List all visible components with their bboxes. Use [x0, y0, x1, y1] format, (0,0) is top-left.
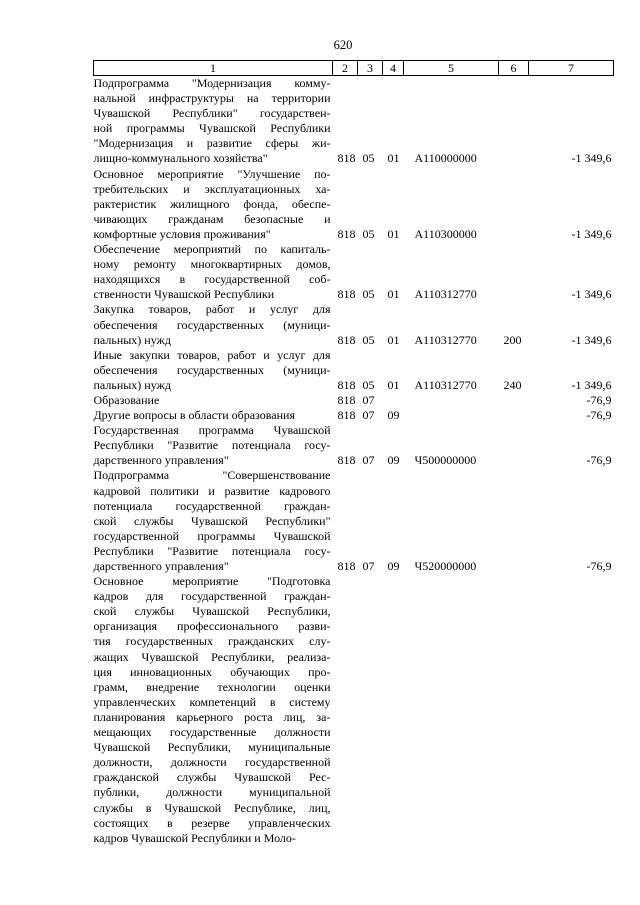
cell-name: [94, 348, 333, 393]
name-line: обеспечения государственных (муници-: [93, 317, 331, 332]
column-header-name: 1: [94, 61, 333, 76]
cell-rz: 07: [362, 453, 375, 468]
cell-amount: -76,9: [586, 559, 612, 573]
cell-gr: 818: [337, 453, 356, 468]
name-line: дарственного управления": [93, 453, 229, 468]
cell-vr: [499, 76, 529, 167]
cell-amount: -1 349,6: [571, 377, 612, 392]
header-row: [94, 61, 614, 76]
cell-pr: [383, 574, 404, 846]
name-line: комфортные условия проживания": [93, 226, 271, 241]
cell-rz: 05: [362, 226, 375, 241]
cell-csr: А110312770: [414, 377, 477, 392]
cell-vr: [499, 408, 529, 423]
cell-gr: 818: [337, 392, 356, 407]
cell-vr: [499, 468, 529, 574]
name-line: находящихся в государственной соб-: [93, 272, 331, 287]
column-header-gr: 2: [333, 61, 358, 76]
cell-csr: А110312770: [414, 332, 477, 347]
cell-pr: 09: [387, 559, 400, 573]
name-line: Обеспечение мероприятий по капиталь-: [93, 242, 331, 257]
table-row: [94, 167, 614, 242]
name-line: планирования карьерного роста лиц, за-: [93, 709, 331, 724]
cell-csr: Ч500000000: [414, 453, 477, 468]
cell-name: [94, 423, 333, 468]
cell-rz: 07: [362, 408, 375, 423]
cell-rz: 07: [362, 392, 375, 407]
name-line: Иные закупки товаров, работ и услуг для: [93, 347, 331, 362]
name-line: потенциала государственной граждан-: [93, 498, 331, 513]
cell-name: [94, 76, 333, 167]
cell-csr: Ч520000000: [414, 559, 477, 573]
name-line: рактеристик жилищного фонда, обеспе-: [93, 196, 331, 211]
cell-rz: 05: [362, 377, 375, 392]
cell-rz: 07: [362, 559, 375, 573]
cell-vr: [499, 167, 529, 242]
cell-pr: 01: [387, 377, 400, 392]
cell-name: [94, 302, 333, 347]
cell-name: [94, 242, 333, 302]
name-line: мещающих государственные должности: [93, 725, 331, 740]
name-line: Республики "Развитие потенциала госу-: [93, 438, 331, 453]
budget-table: [93, 60, 614, 846]
cell-amount: -1 349,6: [571, 151, 612, 166]
cell-vr: [499, 423, 529, 468]
cell-amount: -1 349,6: [571, 226, 612, 241]
cell-csr: А110312770: [414, 287, 477, 302]
column-header-pr: 4: [383, 61, 404, 76]
column-header-vr: 6: [499, 61, 529, 76]
name-line: лищно-коммунального хозяйства": [93, 151, 268, 166]
name-line: пальных) нужд: [93, 332, 171, 347]
cell-amount: -76,9: [586, 392, 612, 407]
cell-pr: 01: [387, 226, 400, 241]
cell-pr: 01: [387, 287, 400, 302]
name-line: управленческих компетенций в систему: [93, 694, 331, 709]
name-line: ной программы Чувашской Республики: [93, 121, 331, 136]
name-line: кадровой политики и развитие кадрового: [93, 483, 331, 498]
name-line: Республики "Развитие потенциала госу-: [93, 543, 331, 558]
page-number: 620: [333, 38, 353, 52]
name-line: Чувашской Республики, муниципальные: [93, 740, 331, 755]
cell-vr: [499, 574, 529, 846]
cell-gr: 818: [337, 151, 356, 166]
name-line: гражданской службы Чувашской Рес-: [93, 770, 331, 785]
name-line: ному ремонту многоквартирных домов,: [93, 257, 331, 272]
cell-pr: 01: [387, 151, 400, 166]
name-line: Образование: [93, 392, 160, 407]
name-line: Закупка товаров, работ и услуг для: [93, 302, 331, 317]
name-line: тия государственных гражданских слу-: [93, 634, 331, 649]
cell-vr: 200: [503, 332, 522, 347]
cell-amount: -1 349,6: [571, 332, 612, 347]
name-line: Государственная программа Чувашской: [93, 423, 331, 438]
table-row: [94, 302, 614, 347]
name-line: пальных) нужд: [93, 377, 171, 392]
cell-name: [94, 574, 333, 846]
name-line: чивающих гражданам безопасные и: [93, 211, 331, 226]
name-line: грамм, внедрение технологии оценки: [93, 679, 331, 694]
cell-gr: 818: [337, 377, 356, 392]
cell-gr: 818: [337, 332, 356, 347]
cell-pr: 01: [387, 332, 400, 347]
cell-rz: [358, 574, 383, 846]
cell-gr: 818: [337, 559, 356, 573]
cell-amount: -76,9: [586, 453, 612, 468]
table-row: [94, 348, 614, 393]
name-line: Подпрограмма "Модернизация комму-: [93, 76, 331, 90]
name-line: требительских и эксплуатационных ха-: [93, 181, 331, 196]
table-row: [94, 393, 614, 408]
cell-vr: [499, 242, 529, 302]
name-line: государственной программы Чувашской: [93, 528, 331, 543]
cell-csr: [404, 408, 499, 423]
cell-amount: -76,9: [586, 408, 612, 423]
name-line: кадров Чувашской Республики и Моло-: [93, 830, 296, 845]
column-header-amount: 7: [529, 61, 614, 76]
table-row: [94, 76, 614, 167]
cell-gr: [333, 574, 358, 846]
cell-pr: 09: [387, 453, 400, 468]
table-row: [94, 574, 614, 846]
name-line: Основное мероприятие "Улучшение по-: [93, 166, 331, 181]
cell-rz: 05: [362, 287, 375, 302]
name-line: дарственного управления": [93, 559, 229, 573]
name-line: ственности Чувашской Республики: [93, 287, 275, 302]
table-row: [94, 242, 614, 302]
cell-rz: 05: [362, 332, 375, 347]
cell-amount: [529, 574, 614, 846]
name-line: публики, должности муниципальной: [93, 785, 331, 800]
column-header-rz: 3: [358, 61, 383, 76]
table-row: [94, 423, 614, 468]
cell-gr: 818: [337, 287, 356, 302]
cell-csr: [404, 393, 499, 408]
cell-name: [94, 393, 333, 408]
name-line: Основное мероприятие "Подготовка: [93, 574, 331, 589]
name-line: состоящих в резерве управленческих: [93, 815, 331, 830]
cell-gr: 818: [337, 226, 356, 241]
name-line: жащих Чувашской Республики, реализа-: [93, 649, 331, 664]
name-line: службы в Чувашской Республике, лиц,: [93, 800, 331, 815]
table-row: [94, 408, 614, 423]
name-line: организация профессионального разви-: [93, 619, 331, 634]
cell-name: [94, 408, 333, 423]
cell-pr: 09: [387, 408, 400, 423]
name-line: кадров для государственной граждан-: [93, 589, 331, 604]
column-header-csr: 5: [404, 61, 499, 76]
cell-name: [94, 167, 333, 242]
cell-pr: [383, 393, 404, 408]
name-line: ской службы Чувашской Республики": [93, 513, 331, 528]
name-line: нальной инфраструктуры на территории: [93, 91, 331, 106]
name-line: "Модернизация и развитие сферы жи-: [93, 136, 331, 151]
name-line: ской службы Чувашской Республики,: [93, 604, 331, 619]
name-line: обеспечения государственных (муници-: [93, 362, 331, 377]
name-line: Другие вопросы в области образования: [93, 408, 295, 423]
cell-vr: [499, 393, 529, 408]
cell-csr: А110000000: [414, 151, 477, 166]
name-line: Чувашской Республики" государствен-: [93, 106, 331, 121]
cell-vr: 240: [503, 377, 522, 392]
cell-amount: -1 349,6: [571, 287, 612, 302]
cell-gr: 818: [337, 408, 356, 423]
table-header: [94, 61, 614, 76]
table-row: [94, 468, 614, 574]
table-body: [94, 76, 614, 846]
cell-name: [94, 468, 333, 574]
name-line: ция инновационных обучающих про-: [93, 664, 331, 679]
cell-rz: 05: [362, 151, 375, 166]
cell-csr: А110300000: [414, 226, 477, 241]
cell-csr: [404, 574, 499, 846]
name-line: Подпрограмма "Совершенствование: [93, 468, 331, 483]
name-line: должности, должности государственной: [93, 755, 331, 770]
